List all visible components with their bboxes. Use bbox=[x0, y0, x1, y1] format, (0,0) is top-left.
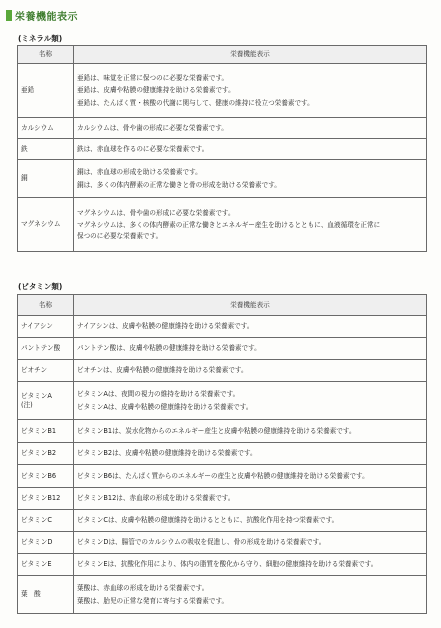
table-row bbox=[18, 64, 427, 118]
desc-line: 亜鉛は、皮膚や粘膜の健康維持を助ける栄養素です。 bbox=[77, 86, 235, 95]
mineral-desc-calcium bbox=[74, 118, 427, 139]
vitamin-desc bbox=[74, 443, 427, 465]
vitamins-header-desc: 栄養機能表示 bbox=[74, 295, 427, 316]
desc-line: 保つのに必要な栄養素です。 bbox=[77, 231, 163, 240]
vitamins-table bbox=[17, 294, 427, 614]
desc-line: ビタミンB12は、赤血球の形成を助ける栄養素です。 bbox=[77, 494, 235, 503]
table-row bbox=[18, 360, 427, 382]
page-title-text: 栄養機能表示 bbox=[15, 12, 78, 23]
desc-line: 亜鉛は、味覚を正常に保つのに必要な栄養素です。 bbox=[77, 74, 229, 83]
desc-line: 葉酸は、胎児の正常な発育に寄与する栄養素です。 bbox=[77, 596, 229, 605]
vitamin-name: ビタミンB6 bbox=[18, 465, 74, 488]
vitamin-name: ビタミンC bbox=[18, 510, 74, 532]
page-title bbox=[6, 8, 78, 23]
vitamin-name: ビタミンB12 bbox=[18, 488, 74, 510]
vitamin-name: ビタミンB1 bbox=[18, 420, 74, 443]
vitamin-desc bbox=[74, 360, 427, 382]
minerals-header-row bbox=[18, 46, 427, 64]
title-marker-icon bbox=[6, 10, 12, 21]
desc-line: ビタミンB2は、皮膚や粘膜の健康維持を助ける栄養素です。 bbox=[77, 449, 257, 458]
table-row bbox=[18, 160, 427, 198]
vitamin-name bbox=[18, 382, 74, 420]
vitamin-name: ナイアシン bbox=[18, 316, 74, 338]
mineral-desc-iron bbox=[74, 139, 427, 160]
mineral-name-copper: 銅 bbox=[18, 160, 74, 198]
mineral-desc-copper bbox=[74, 160, 427, 198]
table-row bbox=[18, 443, 427, 465]
table-row bbox=[18, 465, 427, 488]
vitamins-header-row bbox=[18, 295, 427, 316]
mineral-desc-magnesium bbox=[74, 198, 427, 252]
vitamin-desc bbox=[74, 510, 427, 532]
desc-line: マグネシウムは、多くの体内酵素の正常な働きとエネルギー産生を助けるとともに、血液循環を正常に bbox=[77, 221, 381, 230]
desc-line: 葉酸は、赤血球の形成を助ける栄養素です。 bbox=[77, 584, 209, 593]
vitamin-desc bbox=[74, 420, 427, 443]
mineral-name-calcium: カルシウム bbox=[18, 118, 74, 139]
desc-line: ビオチンは、皮膚や粘膜の健康維持を助ける栄養素です。 bbox=[77, 366, 248, 375]
vitamin-desc bbox=[74, 554, 427, 576]
minerals-table bbox=[17, 45, 427, 252]
mineral-name-zinc: 亜鉛 bbox=[18, 64, 74, 118]
desc-line: ビタミンCは、皮膚や粘膜の健康維持を助けるとともに、抗酸化作用を持つ栄養素です。 bbox=[77, 516, 339, 525]
desc-line: ビタミンAは、皮膚や粘膜の健康維持を助ける栄養素です。 bbox=[77, 402, 253, 411]
vitamin-name: ビオチン bbox=[18, 360, 74, 382]
minerals-section-label: (ミネラル類) bbox=[18, 34, 63, 43]
desc-line: ナイアシンは、皮膚や粘膜の健康維持を助ける栄養素です。 bbox=[77, 322, 254, 331]
mineral-name-iron: 鉄 bbox=[18, 139, 74, 160]
table-row bbox=[18, 576, 427, 614]
table-row bbox=[18, 532, 427, 554]
vitamin-desc bbox=[74, 576, 427, 614]
mineral-name-magnesium: マグネシウム bbox=[18, 198, 74, 252]
table-row bbox=[18, 198, 427, 252]
table-row bbox=[18, 139, 427, 160]
vitamin-a-note: (注) bbox=[21, 400, 33, 409]
table-row bbox=[18, 510, 427, 532]
mineral-desc-zinc bbox=[74, 64, 427, 118]
vitamin-desc bbox=[74, 465, 427, 488]
table-row bbox=[18, 118, 427, 139]
vitamin-desc bbox=[74, 338, 427, 360]
desc-line: マグネシウムは、骨や歯の形成に必要な栄養素です。 bbox=[77, 209, 235, 218]
vitamin-desc bbox=[74, 382, 427, 420]
vitamin-name: ビタミンD bbox=[18, 532, 74, 554]
desc-line: 亜鉛は、たんぱく質・核酸の代謝に関与して、健康の維持に役立つ栄養素です。 bbox=[77, 98, 314, 107]
table-row bbox=[18, 554, 427, 576]
desc-line: ビタミンB6は、たんぱく質からのエネルギーの産生と皮膚や粘膜の健康維持を助ける栄養素です。 bbox=[77, 471, 369, 480]
desc-line: 銅は、赤血球の形成を助ける栄養素です。 bbox=[77, 168, 202, 177]
table-row bbox=[18, 316, 427, 338]
desc-line: カルシウムは、骨や歯の形成に必要な栄養素です。 bbox=[77, 123, 228, 132]
desc-line: 銅は、多くの体内酵素の正常な働きと骨の形成を助ける栄養素です。 bbox=[77, 180, 281, 189]
minerals-header-desc: 栄養機能表示 bbox=[74, 46, 427, 64]
vitamin-a-label: ビタミンA bbox=[21, 392, 52, 401]
vitamin-name: ビタミンE bbox=[18, 554, 74, 576]
vitamin-desc bbox=[74, 316, 427, 338]
minerals-header-name: 名称 bbox=[18, 46, 74, 64]
desc-line: ビタミンAは、夜間の視力の維持を助ける栄養素です。 bbox=[77, 390, 240, 399]
desc-line: ビタミンEは、抗酸化作用により、体内の脂質を酸化から守り、細胞の健康維持を助ける栄養素です。 bbox=[77, 560, 378, 569]
vitamins-section-label: (ビタミン類) bbox=[18, 282, 63, 291]
vitamin-name: ビタミンB2 bbox=[18, 443, 74, 465]
vitamins-header-name: 名称 bbox=[18, 295, 74, 316]
table-row bbox=[18, 420, 427, 443]
desc-line: ビタミンB1は、炭水化物からのエネルギー産生と皮膚や粘膜の健康維持を助ける栄養素です。 bbox=[77, 426, 356, 435]
desc-line: 鉄は、赤血球を作るのに必要な栄養素です。 bbox=[77, 144, 209, 153]
desc-line: パントテン酸は、皮膚や粘膜の健康維持を助ける栄養素です。 bbox=[77, 344, 261, 353]
vitamin-name: パントテン酸 bbox=[18, 338, 74, 360]
vitamin-desc bbox=[74, 532, 427, 554]
desc-line: ビタミンDは、腸管でのカルシウムの吸収を促進し、骨の形成を助ける栄養素です。 bbox=[77, 538, 326, 547]
table-row bbox=[18, 338, 427, 360]
table-row bbox=[18, 488, 427, 510]
table-row bbox=[18, 382, 427, 420]
vitamin-name: 葉 酸 bbox=[18, 576, 74, 614]
vitamin-desc bbox=[74, 488, 427, 510]
